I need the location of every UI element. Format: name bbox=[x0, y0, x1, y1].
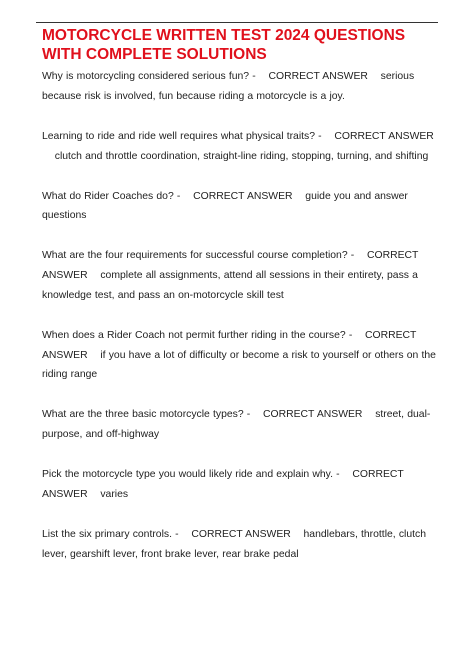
correct-answer-label: CORRECT ANSWER bbox=[193, 190, 293, 202]
question-text: When does a Rider Coach not permit further riding in the course? - bbox=[42, 329, 353, 341]
answer-text: clutch and throttle coordination, straight-line riding, stopping, turning, and shifting bbox=[54, 150, 429, 162]
qa-list bbox=[42, 67, 442, 585]
answer-text: street, dual-purpose, and off-highway bbox=[42, 409, 431, 441]
answer-text: handlebars, throttle, clutch lever, gearshift lever, front brake lever, rear brake pedal bbox=[42, 528, 427, 560]
correct-answer-label: CORRECT ANSWER bbox=[42, 329, 417, 361]
document-title: MOTORCYCLE WRITTEN TEST 2024 QUESTIONS WITH COMPLETE SOLUTIONS bbox=[42, 27, 406, 63]
answer-text: serious because risk is involved, fun because riding a motorcycle is a joy. bbox=[42, 71, 415, 102]
correct-answer-label: CORRECT ANSWER bbox=[42, 250, 419, 282]
qa-item bbox=[42, 127, 442, 166]
answer-text: guide you and answer questions bbox=[42, 190, 408, 222]
question-text: Learning to ride and ride well requires what physical traits? - bbox=[42, 130, 322, 142]
answer-text: if you have a lot of difficulty or become a risk to yourself or others on the riding range bbox=[42, 349, 436, 381]
correct-answer-label: CORRECT ANSWER bbox=[334, 130, 434, 142]
question-text: What are the three basic motorcycle types? - bbox=[42, 409, 251, 421]
question-text: Pick the motorcycle type you would likely ride and explain why. - bbox=[42, 469, 340, 481]
header-rule bbox=[36, 22, 438, 23]
qa-item bbox=[42, 67, 442, 106]
question-text: What do Rider Coaches do? - bbox=[42, 190, 181, 202]
correct-answer-label: CORRECT ANSWER bbox=[268, 71, 368, 82]
question-text: Why is motorcycling considered serious fun? - bbox=[42, 71, 256, 82]
correct-answer-label: CORRECT ANSWER bbox=[42, 469, 404, 500]
correct-answer-label: CORRECT ANSWER bbox=[263, 409, 363, 421]
answer-text: complete all assignments, attend all sessions in their entirety, pass a knowledge test, and pass an on-motorcycle skill test bbox=[42, 270, 418, 301]
question-text: What are the four requirements for successful course completion? - bbox=[42, 250, 355, 262]
qa-item bbox=[42, 246, 442, 305]
qa-item bbox=[42, 326, 442, 385]
correct-answer-label: CORRECT ANSWER bbox=[191, 528, 291, 540]
qa-item bbox=[42, 525, 442, 564]
qa-item bbox=[42, 405, 442, 444]
answer-text: varies bbox=[100, 488, 129, 500]
qa-item bbox=[42, 187, 442, 226]
qa-item bbox=[42, 465, 442, 504]
question-text: List the six primary controls. - bbox=[42, 528, 179, 540]
